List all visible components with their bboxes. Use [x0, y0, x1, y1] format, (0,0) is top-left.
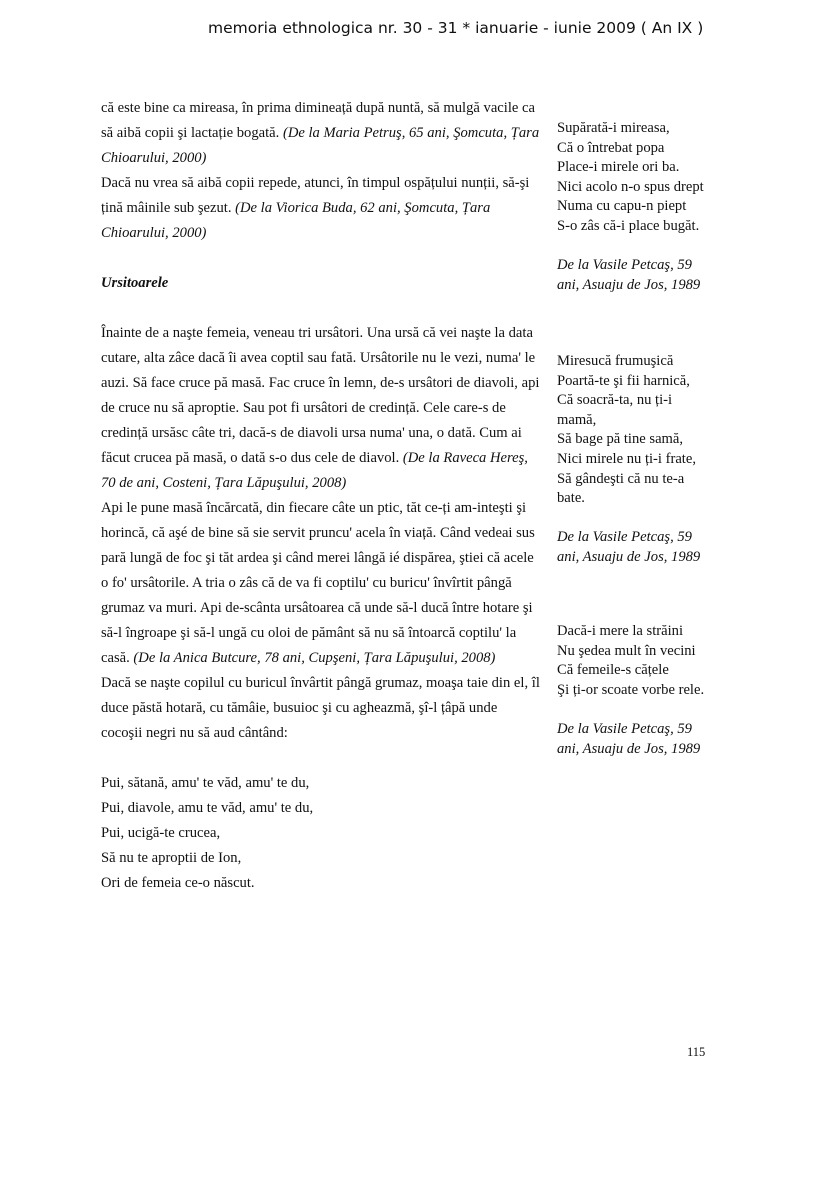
main-column [101, 96, 541, 896]
verse-line: Să nu te aproptii de Ion, [101, 850, 242, 866]
verse-line: Miresucă frumuşică [557, 353, 674, 369]
paragraph-text: Înainte de a naşte femeia, veneau tri ursâtori. Una ursă că vei naşte la data cutare, alta zâce dacă îi avea coptil sau fată. Ursâtorile nu le vezi, numa' le auzi. Să face cruce pă masă. Fac cruce în lemn, de-s ursâtori de diavoli, api de cruce nu să aproptie. Sau pot fi ursâtori de credință. Cele care-s de credință ursăsc câte tri, dacă-s de diavoli ursa numa' una, o dată. Cum ai făcut crucea pă masă, o dată s-o dus cele de diavol. [101, 325, 540, 466]
citation: (De la Maria Petruş, 65 ani, Şomcuta, Țara Chioarului, 2000) [101, 125, 540, 166]
verse-line: Supărată-i mireasa, [557, 120, 670, 136]
verse-line: Pui, diavole, amu te văd, amu' te du, [101, 800, 314, 816]
section-heading: Ursitoarele [101, 275, 169, 291]
verse-line: Nu şedea mult în vecini [557, 642, 696, 659]
citation: (De la Viorica Buda, 62 ani, Şomcuta, Țara Chioarului, 2000) [101, 200, 491, 241]
spacer [101, 746, 541, 771]
verse-line: Nici mirele nu ți-i frate, [557, 450, 696, 467]
source-line: De la Vasile Petcaş, 59 [557, 529, 692, 546]
paragraph [101, 671, 541, 746]
sidebar-poem [557, 352, 732, 568]
verse-line: Poartă-te şi fii harnică, [557, 372, 690, 389]
paragraph [101, 96, 541, 171]
sidebar-poem [557, 119, 732, 295]
verse-line: Că femeile-s cățele [557, 662, 669, 679]
poem-source [557, 720, 732, 759]
verse-line: Că o întrebat popa [557, 139, 665, 156]
paragraph [101, 171, 541, 246]
verse-line: Numa cu capu-n piept [557, 198, 687, 215]
verse-line: Să bage pă tine samă, [557, 431, 684, 448]
source-line: De la Vasile Petcaş, 59 [557, 257, 692, 274]
verse-line: Place-i mirele ori ba. [557, 159, 680, 176]
verse-line: bate. [557, 490, 585, 507]
running-header: memoria ethnologica nr. 30 - 31 * ianuarie - iunie 2009 ( An IX ) [208, 19, 704, 37]
verse-line: Şi ți-or scoate vorbe rele. [557, 681, 705, 698]
sidebar-poem [557, 622, 732, 759]
page-number: 115 [687, 1045, 706, 1059]
verse-line: Nici acolo n-o spus drept [557, 178, 704, 195]
spacer [101, 246, 541, 271]
poem-source [557, 256, 732, 295]
paragraph-text: Api le pune masă încărcată, din fiecare câte un ptic, tăt ce-ți am-inteşti şi horincă, că aşé de bine să sie servit pruncu' acela în viață. Când vedeai sus pară lungă de foc şi tăt ardea şi când merei lângă ié dispărea, ştiei că acele o fo' ursâtorile. A tria o zâs că de va fi coptilu' cu buricu' învîrtit pângă grumaz va muri. Api de-scânta ursâtoarea că unde să-l ducă între hotare şi să-l îngroape şi să-l ungă cu oloi de pământ să nu să întoarcă coptilu' la casă. [101, 500, 535, 666]
verse-line: Dacă-i mere la străini [557, 623, 684, 639]
verse-line: Ori de femeia ce-o născut. [101, 875, 255, 891]
source-line: ani, Asuaju de Jos, 1989 [557, 740, 701, 757]
citation: (De la Raveca Hereş, 70 de ani, Costeni, Țara Lăpuşului, 2008) [101, 450, 528, 491]
verse-line: Pui, ucigă-te crucea, [101, 825, 221, 841]
source-line: ani, Asuaju de Jos, 1989 [557, 276, 701, 293]
paragraph [101, 321, 541, 496]
verse-line: Să gândeşti că nu te-a [557, 470, 685, 487]
verse-line: Pui, sătană, amu' te văd, amu' te du, [101, 775, 310, 791]
source-line: ani, Asuaju de Jos, 1989 [557, 548, 701, 565]
citation: (De la Anica Butcure, 78 ani, Cupşeni, Țara Lăpuşului, 2008) [133, 650, 496, 666]
paragraph-text: Dacă se naşte copilul cu buricul învârtit pângă grumaz, moaşa taie din el, îl duce păstă hotară, cu tămâie, busuioc şi cu agheazmă, şî-l țâpă unde cocoşii negri nu să aud cântând: [101, 675, 540, 741]
paragraph [101, 496, 541, 671]
spacer [101, 296, 541, 321]
paragraph-text: că este bine ca mireasa, în prima dimineață după nuntă, să mulgă vacile ca să aibă copii şi lactație bogată. [101, 100, 535, 141]
verse-line: mamă, [557, 411, 597, 428]
poem-source [557, 528, 732, 567]
paragraph-text: Dacă nu vrea să aibă copii repede, atunci, în timpul ospățului nunții, să-şi țină mâinile sub şezut. [101, 175, 530, 216]
incantation [101, 771, 541, 896]
source-line: De la Vasile Petcaş, 59 [557, 720, 692, 737]
verse-line: Că soacră-ta, nu ți-i [557, 392, 673, 409]
verse-line: S-o zâs că-i place bugăt. [557, 217, 700, 234]
